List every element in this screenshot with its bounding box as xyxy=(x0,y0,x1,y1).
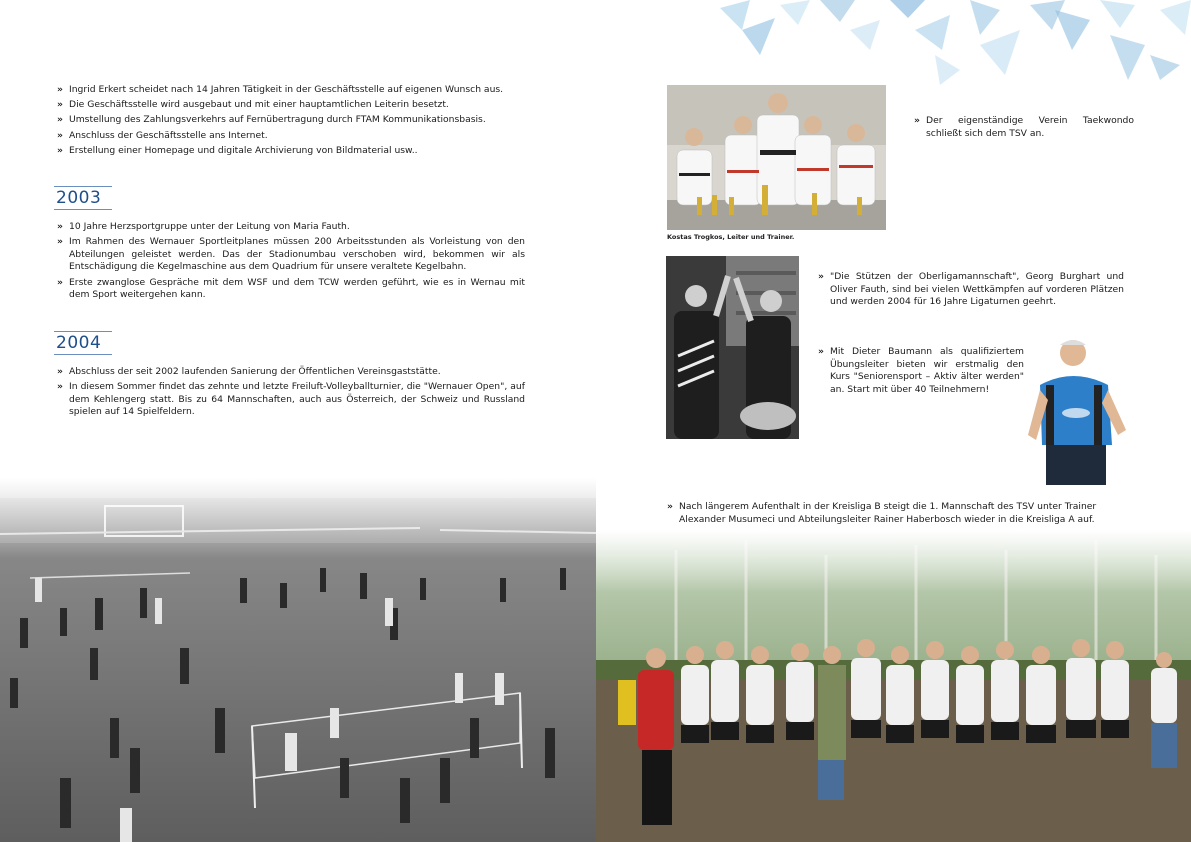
list-item: » In diesem Sommer findet das zehnte und letzte Freiluft-Volleyballturnier, die "Wernauer Open", auf dem Kehlengerg statt. Bis zu 64 Mannschaften, auch aus Österreich, der Schweiz und Russland spielen auf 14 Spielfeldern. xyxy=(57,381,525,419)
year-heading-2004: 2004 xyxy=(54,331,112,355)
list-item: » Im Rahmen des Wernauer Sportleitplanes müssen 200 Arbeitsstunden als Vorleistung von den Abteilungen geleistet werden. Das der Stadionumbau verschoben wird, bekommen wir als Entschädigung die Kegelmaschine aus dem Quadrium für unsere veraltete Kegelbahn. xyxy=(57,236,525,274)
list-item: » Nach längerem Aufenthalt in der Kreisliga B steigt die 1. Mannschaft des TSV unter Trainer Alexander Musumeci und Abteilungsleiter Rainer Haberbosch wieder in die Kreisliga A auf. xyxy=(667,501,1137,526)
list-item: » Abschluss der seit 2002 laufenden Sanierung der Öffentlichen Vereinsgaststätte. xyxy=(57,366,525,379)
intro-bullet-list xyxy=(57,84,527,160)
list-item: » "Die Stützen der Oberligamannschaft", Georg Burghart und Oliver Fauth, sind bei vielen Wettkämpfen auf vorderen Plätzen und werden 2004 für 16 Jahre Ligaturnen geehrt. xyxy=(818,271,1124,309)
list-item: » 10 Jahre Herzsportgruppe unter der Leitung von Maria Fauth. xyxy=(57,221,525,234)
bullet-list-2004 xyxy=(57,366,525,422)
soccer-team-photo xyxy=(596,530,1191,842)
oberliga-athletes-photo xyxy=(666,256,799,439)
list-item: » Anschluss der Geschäftsstelle ans Internet. xyxy=(57,130,527,143)
dieter-baumann-photo xyxy=(1028,335,1132,485)
list-item: » Mit Dieter Baumann als qualifiziertem Übungsleiter bieten wir erstmalig den Kurs "Seniorensport – Aktiv älter werden" an. Start mit über 40 Teilnehmern! xyxy=(818,346,1024,396)
taekwondo-photo-caption: Kostas Trogkos, Leiter und Trainer. xyxy=(667,233,795,241)
volleyball-tournament-photo xyxy=(0,478,596,842)
senioren-bullet xyxy=(818,346,1024,399)
taekwondo-bullet xyxy=(914,115,1134,143)
list-item: » Erste zwanglose Gespräche mit dem WSF und dem TCW werden geführt, wie es in Wernau mit dem Sport weitergehen kann. xyxy=(57,277,525,302)
list-item: » Umstellung des Zahlungsverkehrs auf Fernübertragung durch FTAM Kommunikationsbasis. xyxy=(57,114,527,127)
list-item: » Der eigenständige Verein Taekwondo schließt sich dem TSV an. xyxy=(914,115,1134,140)
list-item: » Ingrid Erkert scheidet nach 14 Jahren Tätigkeit in der Geschäftsstelle auf eigenen Wunsch aus. xyxy=(57,84,527,97)
oberliga-bullet xyxy=(818,271,1124,311)
kreisliga-bullet xyxy=(667,501,1137,529)
bullet-list-2003 xyxy=(57,221,525,304)
list-item: » Die Geschäftsstelle wird ausgebaut und mit einer hauptamtlichen Leiterin besetzt. xyxy=(57,99,527,112)
year-heading-2003: 2003 xyxy=(54,186,112,210)
list-item: » Erstellung einer Homepage und digitale Archivierung von Bildmaterial usw.. xyxy=(57,145,527,158)
taekwondo-photo xyxy=(667,85,886,230)
